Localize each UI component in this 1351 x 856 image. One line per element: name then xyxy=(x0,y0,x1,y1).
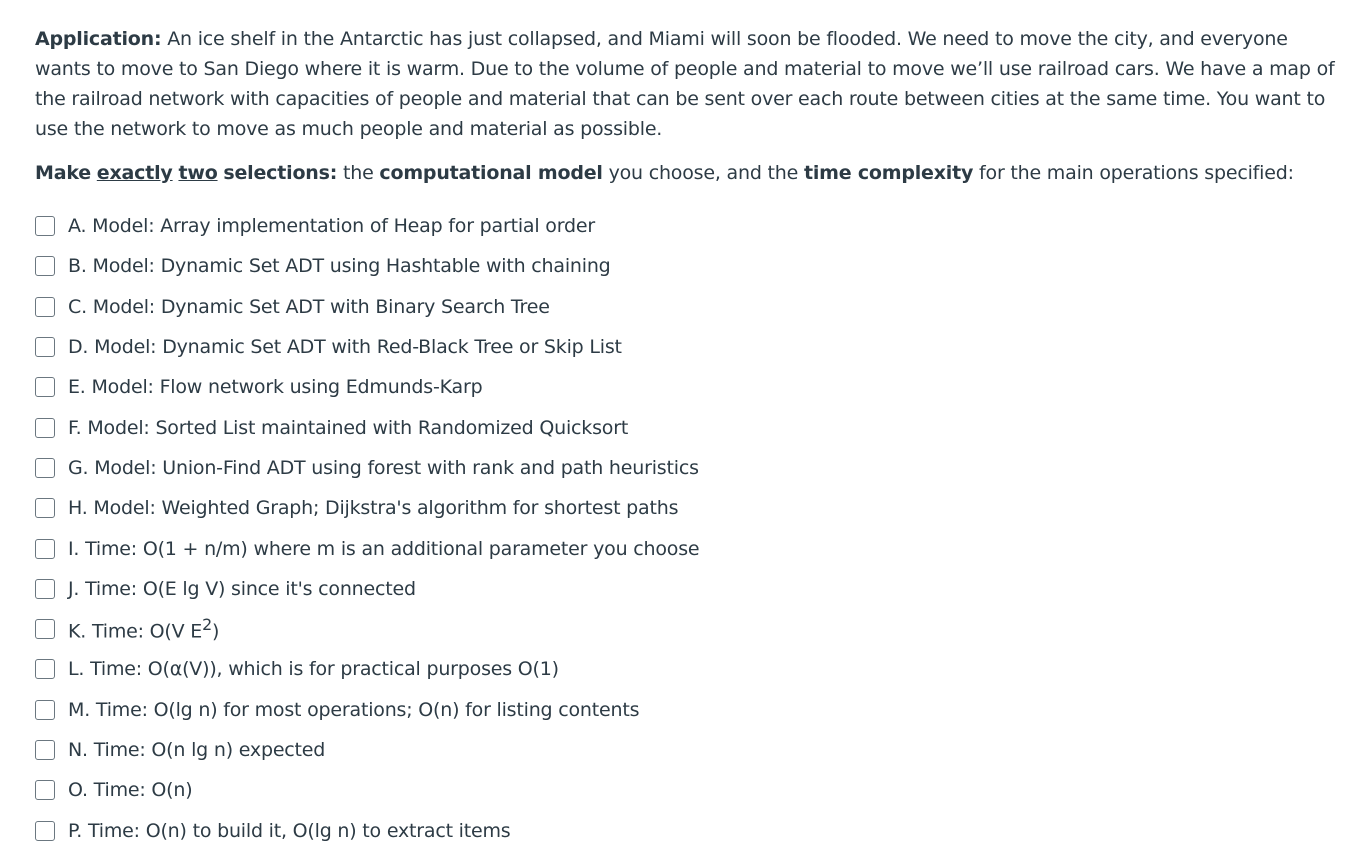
checkbox[interactable] xyxy=(35,337,55,357)
instruction-end: for the main operations specified: xyxy=(973,162,1294,184)
answer-label-superscript: 2 xyxy=(202,615,212,635)
checkbox[interactable] xyxy=(35,700,55,720)
answer-label: P. Time: O(n) to build it, O(lg n) to extract items xyxy=(68,819,511,842)
answer-label: B. Model: Dynamic Set ADT using Hashtable with chaining xyxy=(68,255,611,278)
answer-label: C. Model: Dynamic Set ADT with Binary Search Tree xyxy=(68,295,550,318)
answer-option-d[interactable] xyxy=(35,327,1331,367)
answer-label: A. Model: Array implementation of Heap for partial order xyxy=(68,215,595,238)
checkbox[interactable] xyxy=(35,418,55,438)
checkbox[interactable] xyxy=(35,821,55,841)
answer-label: H. Model: Weighted Graph; Dijkstra's algorithm for shortest paths xyxy=(68,497,679,520)
answer-label: F. Model: Sorted List maintained with Randomized Quicksort xyxy=(68,416,629,439)
checkbox[interactable] xyxy=(35,740,55,760)
instruction-two: two xyxy=(178,162,218,184)
answer-label: G. Model: Union-Find ADT using forest with rank and path heuristics xyxy=(68,456,699,479)
checkbox[interactable] xyxy=(35,780,55,800)
checkbox[interactable] xyxy=(35,539,55,559)
answer-option-p[interactable] xyxy=(35,810,1331,850)
answer-label: J. Time: O(E lg V) since it's connected xyxy=(68,577,416,600)
checkbox[interactable] xyxy=(35,297,55,317)
instruction-exactly: exactly xyxy=(96,162,173,184)
instruction-model: computational model xyxy=(379,162,603,184)
answer-label xyxy=(68,615,219,642)
checkbox[interactable] xyxy=(35,659,55,679)
answer-option-n[interactable] xyxy=(35,730,1331,770)
checkbox[interactable] xyxy=(35,377,55,397)
answer-option-o[interactable] xyxy=(35,770,1331,810)
answer-option-a[interactable] xyxy=(35,206,1331,246)
instruction-the: the xyxy=(337,162,380,184)
instruction-make: Make xyxy=(35,162,91,184)
checkbox[interactable] xyxy=(35,216,55,236)
instruction-mid: you choose, and the xyxy=(602,162,804,184)
answer-option-m[interactable] xyxy=(35,690,1331,730)
answer-label: L. Time: O(α(V)), which is for practical purposes O(1) xyxy=(68,658,559,681)
answer-option-c[interactable] xyxy=(35,287,1331,327)
answer-label: M. Time: O(lg n) for most operations; O(n) for listing contents xyxy=(68,698,640,721)
instruction-selections: selections: xyxy=(223,162,338,184)
answer-label-close: ) xyxy=(211,620,220,643)
answer-option-h[interactable] xyxy=(35,488,1331,528)
answer-option-g[interactable] xyxy=(35,448,1331,488)
instruction xyxy=(35,158,1331,188)
answer-list xyxy=(35,206,1331,851)
answer-option-b[interactable] xyxy=(35,246,1331,286)
checkbox[interactable] xyxy=(35,619,55,639)
answer-option-k[interactable] xyxy=(35,609,1331,649)
checkbox[interactable] xyxy=(35,579,55,599)
answer-label: O. Time: O(n) xyxy=(68,779,193,802)
application-label: Application: xyxy=(35,28,162,50)
answer-label: E. Model: Flow network using Edmunds-Karp xyxy=(68,376,483,399)
answer-option-i[interactable] xyxy=(35,528,1331,568)
answer-option-e[interactable] xyxy=(35,367,1331,407)
checkbox[interactable] xyxy=(35,458,55,478)
answer-label: I. Time: O(1 + n/m) where m is an additional parameter you choose xyxy=(68,537,700,560)
application-text: An ice shelf in the Antarctic has just collapsed, and Miami will soon be flooded. We need to move the city, and everyone wants to move to San Diego where it is warm. Due to the volume of people and material to move we’ll use railroad cars. We have a map of the railroad network with capacities of people and material that can be sent over each route between cities at the same time. You want to use the network to move as much people and material as possible. xyxy=(35,28,1335,140)
answer-option-f[interactable] xyxy=(35,407,1331,447)
answer-label: D. Model: Dynamic Set ADT with Red-Black Tree or Skip List xyxy=(68,336,622,359)
checkbox[interactable] xyxy=(35,256,55,276)
instruction-time: time complexity xyxy=(803,162,974,184)
application-paragraph xyxy=(35,24,1335,144)
answer-label: N. Time: O(n lg n) expected xyxy=(68,739,326,761)
checkbox[interactable] xyxy=(35,498,55,518)
answer-option-j[interactable] xyxy=(35,569,1331,609)
answer-label-main: K. Time: O(V E xyxy=(68,620,203,643)
answer-option-l[interactable] xyxy=(35,649,1331,689)
